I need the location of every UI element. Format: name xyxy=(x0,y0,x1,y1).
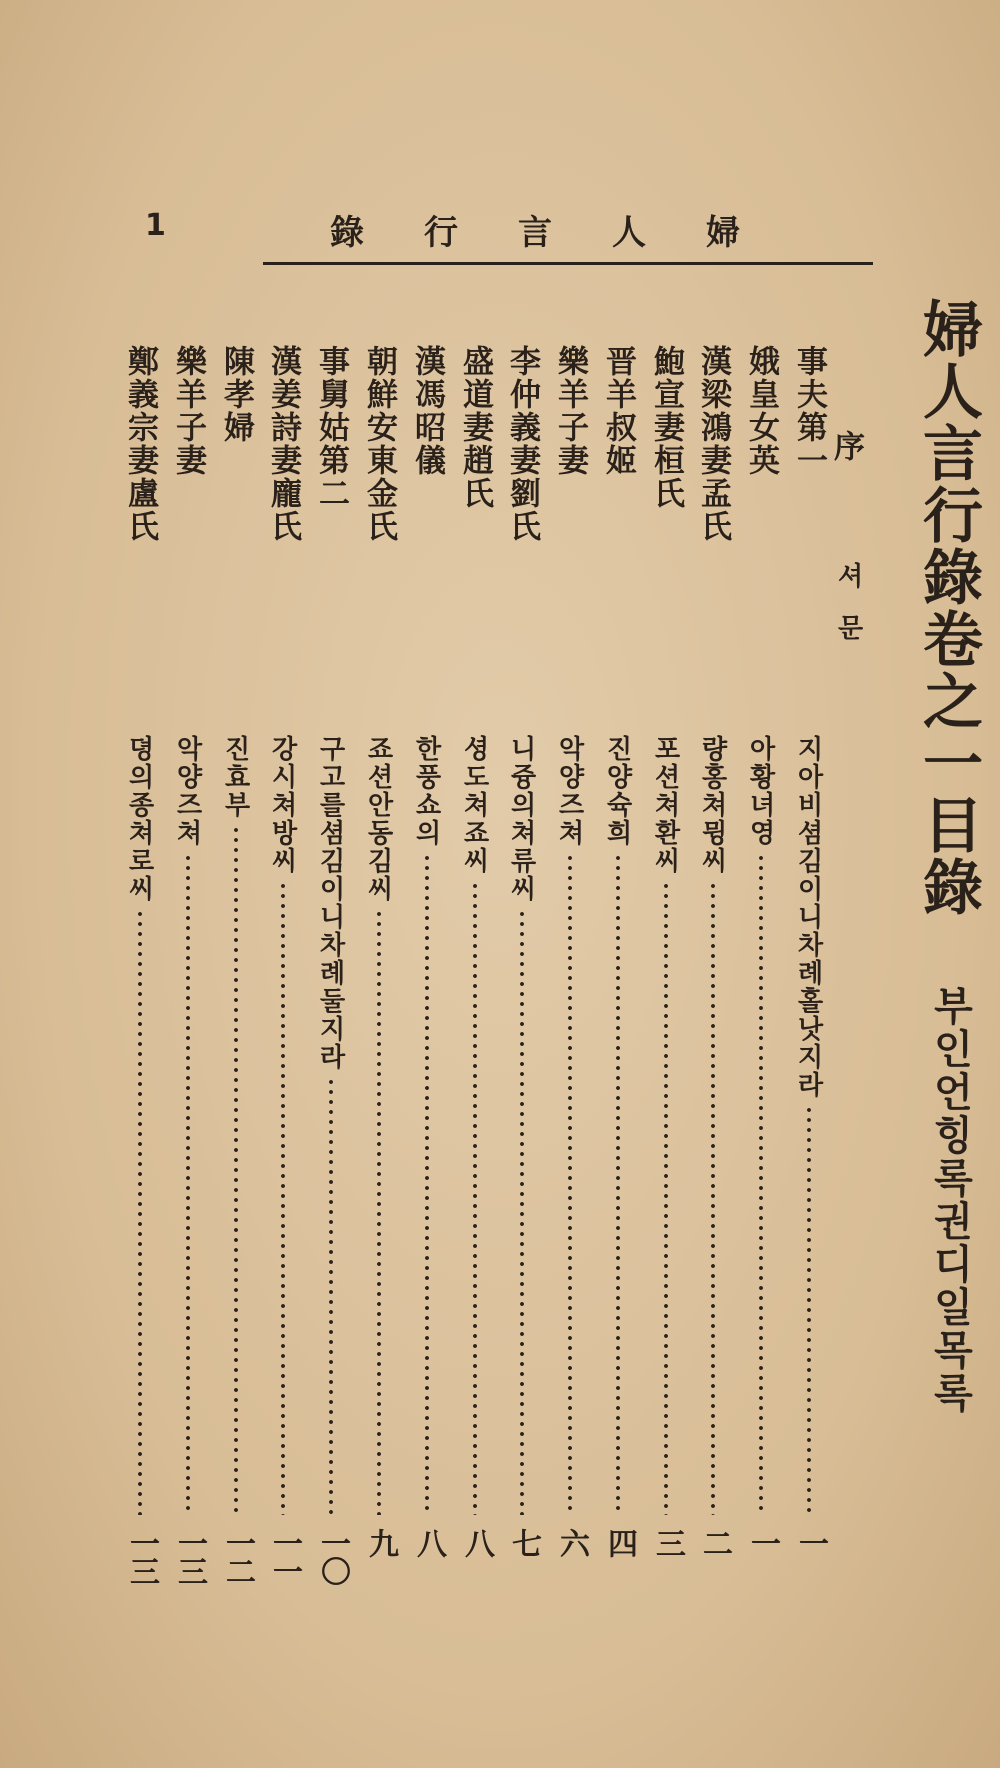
running-title-char: 行 xyxy=(424,213,458,253)
toc-entry-hanja: 陳孝婦 xyxy=(218,345,254,444)
main-title: 婦人言行錄卷之一目錄 xyxy=(913,298,983,918)
toc-entry-korean: 셩도쳐죠씨 xyxy=(459,735,489,875)
toc-page-number: 八 xyxy=(411,1528,446,1556)
toc-entry-hanja: 晋羊叔姬 xyxy=(600,345,636,477)
leader-dots xyxy=(185,853,191,1515)
leader-dots xyxy=(806,1105,812,1515)
toc-entry-hanja: 事夫第一 xyxy=(791,345,827,477)
toc-entry-korean: 아황녀영 xyxy=(745,735,775,847)
leader-dots xyxy=(567,853,573,1515)
toc-entry-hanja: 鮑宣妻桓氏 xyxy=(648,345,684,510)
toc-entry-hanja: 鄭義宗妻盧氏 xyxy=(122,345,158,543)
toc-page-number: 一三 xyxy=(124,1528,159,1584)
toc-entry-korean: 악양즈쳐 xyxy=(172,735,202,847)
toc-entry-korean: 량홍쳐뮝씨 xyxy=(697,735,727,875)
toc-entry-hanja: 樂羊子妻 xyxy=(170,345,206,477)
subtitle: 부인언힝록권디일목록 xyxy=(927,985,973,1415)
toc-entry-hanja: 漢馮昭儀 xyxy=(409,345,445,477)
toc-page-number: 三 xyxy=(650,1528,685,1556)
running-title xyxy=(300,205,770,254)
header-rule xyxy=(263,262,873,265)
preface-korean: 셔문 xyxy=(833,562,863,666)
toc-page-number: 一〇 xyxy=(315,1528,350,1584)
toc-entry-hanja: 漢梁鴻妻孟氏 xyxy=(695,345,731,543)
toc-entry-korean: 죠션안동김씨 xyxy=(363,735,393,903)
toc-page-number: 六 xyxy=(554,1528,589,1556)
toc-entry-korean: 니즁의쳐류씨 xyxy=(506,735,536,903)
toc-entry-hanja: 樂羊子妻 xyxy=(552,345,588,477)
leader-dots xyxy=(472,881,478,1515)
toc-page-number: 一 xyxy=(793,1528,828,1556)
toc-entry-hanja: 朝鮮安東金氏 xyxy=(361,345,397,543)
toc-entry-hanja: 事舅姑第二 xyxy=(313,345,349,510)
toc-entry-hanja: 娥皇女英 xyxy=(743,345,779,477)
toc-page-number: 八 xyxy=(459,1528,494,1556)
running-title-char: 人 xyxy=(612,213,646,253)
running-title-char: 婦 xyxy=(706,213,740,253)
leader-dots xyxy=(758,853,764,1515)
toc-page-number: 九 xyxy=(363,1528,398,1556)
toc-entry-hanja: 李仲義妻劉氏 xyxy=(504,345,540,543)
leader-dots xyxy=(663,881,669,1515)
toc-entry-korean: 한풍쇼의 xyxy=(411,735,441,847)
toc-page-number: 七 xyxy=(506,1528,541,1556)
leader-dots xyxy=(615,853,621,1515)
leader-dots xyxy=(137,909,143,1515)
preface-hanja: 序 xyxy=(828,430,864,463)
toc-entry-korean: 구고를셤김이니차례둘지라 xyxy=(315,735,345,1071)
toc-page-number: 一 xyxy=(745,1528,780,1556)
toc-entry-korean: 지아비셤김이니차례홀낫지라 xyxy=(793,735,823,1099)
toc-page-number: 二 xyxy=(697,1528,732,1556)
leader-dots xyxy=(710,881,716,1515)
toc-entry-korean: 진효부 xyxy=(220,735,250,819)
toc-entry-hanja: 漢姜詩妻龐氏 xyxy=(265,345,301,543)
leader-dots xyxy=(280,881,286,1515)
running-title-char: 言 xyxy=(518,213,552,253)
toc-page-number: 四 xyxy=(602,1528,637,1556)
leader-dots xyxy=(376,909,382,1515)
toc-page-number: 一一 xyxy=(267,1528,302,1584)
toc-entry-korean: 강시쳐방씨 xyxy=(267,735,297,875)
page-number: 1 xyxy=(145,208,166,243)
leader-dots xyxy=(233,825,239,1515)
toc-entry-korean: 포션쳐환씨 xyxy=(650,735,680,875)
toc-entry-korean: 악양즈쳐 xyxy=(554,735,584,847)
leader-dots xyxy=(519,909,525,1515)
running-title-char: 錄 xyxy=(330,213,364,253)
leader-dots xyxy=(328,1077,334,1515)
toc-entry-korean: 진양슉희 xyxy=(602,735,632,847)
toc-page-number: 一二 xyxy=(220,1528,255,1584)
toc-entry-hanja: 盛道妻趙氏 xyxy=(457,345,493,510)
toc-page-number: 一三 xyxy=(172,1528,207,1584)
toc-entry-korean: 뎡의종쳐로씨 xyxy=(124,735,154,903)
leader-dots xyxy=(424,853,430,1515)
